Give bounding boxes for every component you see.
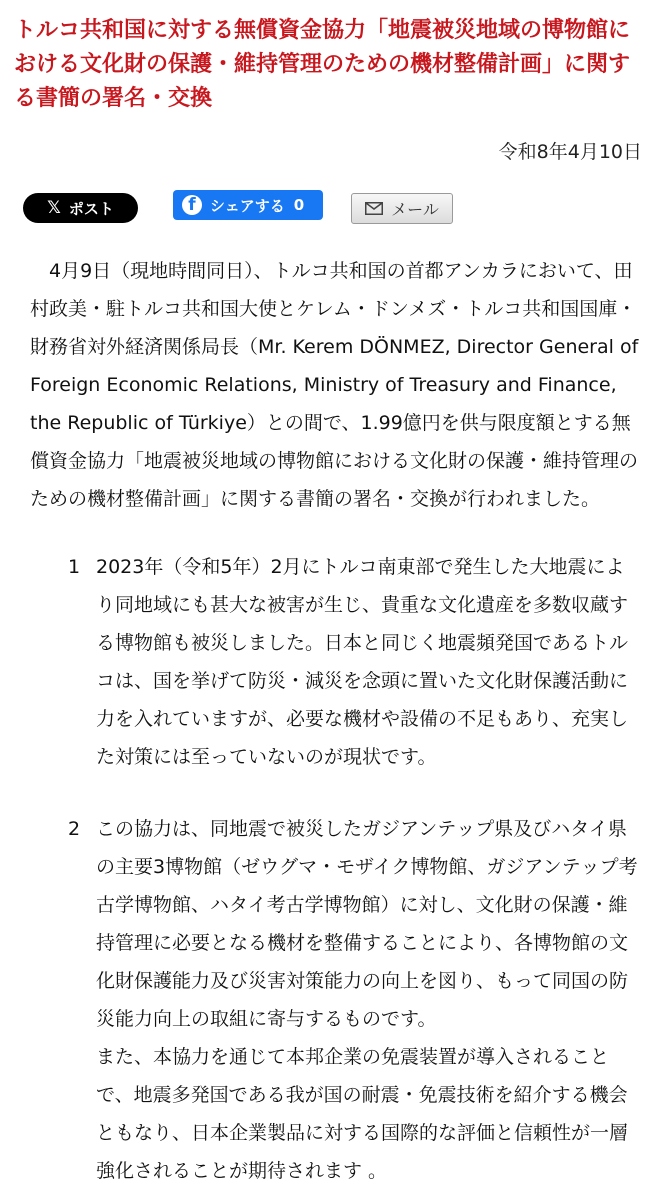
list-item-text-continued: また、本協力を通じて本邦企業の免震装置が導入されることで、地震多発国である我が国の耐震・免震技術を紹介する機会ともなり、日本企業製品に対する国際的な評価と信頼性が一層強化されることが期待されます 。	[96, 1046, 629, 1182]
share-buttons	[23, 190, 643, 226]
list-item-number: 2	[68, 818, 81, 840]
mail-share-label: メール	[391, 200, 439, 219]
facebook-share-count: 0	[293, 196, 305, 214]
facebook-logo-icon: f	[182, 195, 202, 215]
intro-paragraph	[30, 252, 640, 518]
intro-text: 4月9日（現地時間同日）、トルコ共和国の首都アンカラにおいて、田村政美・駐トルコ共和国大使とケレム・ドンメズ・トルコ共和国国庫・財務省対外経済関係局長（Mr. Kerem DÖNMEZ, Director General of Foreign Economic Relations, Ministry of Treasury and Finance, the Republic of Türkiye）との間で、1.99億円を供与限度額とする無償資金協力「地震被災地域の博物館における文化財の保護・維持管理のための機材整備計画」に関する書簡の署名・交換が行われました。	[30, 260, 639, 510]
mail-share-button[interactable]	[351, 193, 453, 224]
x-post-label: ポスト	[68, 199, 114, 218]
page-title: トルコ共和国に対する無償資金協力「地震被災地域の博物館における文化財の保護・維持管理のための機材整備計画」に関する書簡の署名・交換	[14, 18, 631, 111]
facebook-share-button[interactable]	[173, 190, 323, 220]
x-logo-icon: 𝕏	[47, 198, 61, 218]
publish-date: 令和8年4月10日	[498, 141, 642, 163]
list-item-text: 2023年（令和5年）2月にトルコ南東部で発生した大地震により同地域にも甚大な被害が生じ、貴重な文化遺産を多数収蔵する博物館も被災しました。日本と同じく地震頻発国であるトルコは、国を挙げて防災・減災を念頭に置いた文化財保護活動に力を入れていますが、必要な機材や設備の不足もあり、充実した対策には至っていないのが現状です。	[96, 556, 629, 768]
list-item	[30, 548, 642, 776]
mail-envelope-icon	[365, 202, 383, 215]
list-item-number: 1	[68, 556, 81, 578]
list-item-text: この協力は、同地震で被災したガジアンテップ県及びハタイ県の主要3博物館（ゼウグマ・モザイク博物館、ガジアンテップ考古学博物館、ハタイ考古学博物館）に対し、文化財の保護・維持管理に必要となる機材を整備することにより、各博物館の文化財保護能力及び災害対策能力の向上を図り、もって同国の防災能力向上の取組に寄与するものです。	[96, 818, 638, 1030]
list-item	[30, 810, 642, 1190]
facebook-share-label: シェアする	[210, 196, 285, 215]
x-post-button[interactable]	[23, 193, 138, 223]
